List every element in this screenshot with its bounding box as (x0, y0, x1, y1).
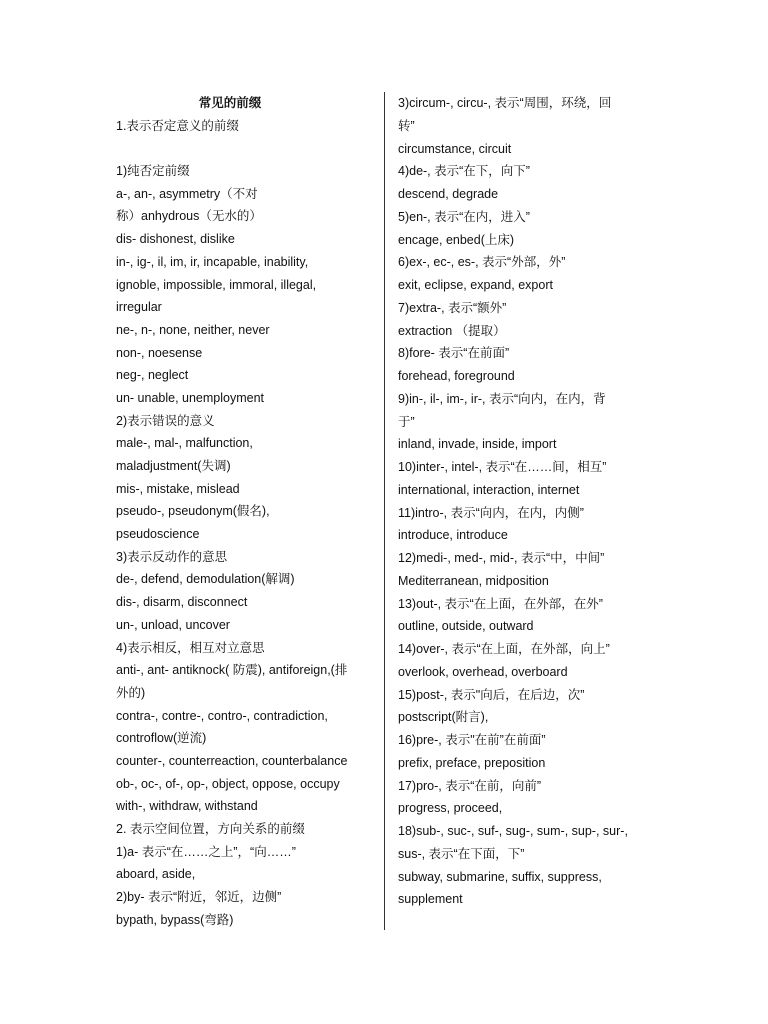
subsection-heading: 18)sub-, suc-, suf-, sug-, sum-, sup-, sur-, (398, 824, 628, 838)
text-line: supplement (398, 892, 463, 907)
blank-line (116, 137, 378, 160)
subsection-heading: 5)en-, 表示“在内，进入” (398, 209, 530, 224)
subsection-heading: 4)表示相反，相互对立意思 (116, 640, 265, 655)
section-heading: 1.表示否定意义的前缀 (116, 118, 239, 133)
subsection-heading: 3)表示反动作的意思 (116, 549, 228, 564)
subsection-heading: 11)intro-, 表示“向内，在内，内侧” (398, 505, 584, 520)
subsection-heading: 7)extra-, 表示“额外” (398, 300, 507, 315)
subsection-heading: 10)inter-, intel-, 表示“在……间，相互” (398, 460, 607, 474)
subsection-heading: 12)medi-, med-, mid-, 表示“中，中间” (398, 551, 605, 565)
subsection-heading: 8)fore- 表示“在前面” (398, 346, 510, 361)
text-line: encage, enbed(上床) (398, 232, 515, 247)
subsection-heading: 3)circum-, circu-, 表示“周围，环绕，回 (398, 96, 612, 110)
subsection-heading: 2)by- 表示“附近，邻近，边侧” (116, 890, 282, 905)
text-line: prefix, preface, preposition (398, 755, 546, 770)
text-line: un- unable, unemployment (116, 390, 265, 405)
text-line: subway, submarine, suffix, suppress, (398, 869, 602, 884)
text-line: overlook, overhead, overboard (398, 664, 568, 679)
text-line: bypath, bypass(弯路) (116, 912, 234, 927)
text-line: un-, unload, uncover (116, 617, 230, 632)
subsection-heading: 6)ex-, ec-, es-, 表示“外部，外” (398, 255, 566, 270)
subsection-heading: 4)de-, 表示“在下，向下” (398, 164, 530, 179)
text-line: with-, withdraw, withstand (116, 799, 258, 814)
subsection-heading: 9)in-, il-, im-, ir-, 表示“向内，在内，背 (398, 391, 606, 406)
text-line: forehead, foreground (398, 369, 515, 383)
text-line: progress, proceed, (398, 801, 503, 816)
text-line: postscript(附言), (398, 710, 489, 725)
text-line: ob-, oc-, of-, op-, object, oppose, occupy (116, 776, 340, 791)
text-line: maladjustment(失调) (116, 459, 231, 473)
text-line: circumstance, circuit (398, 141, 512, 156)
section-heading: 2. 表示空间位置，方向关系的前缀 (116, 822, 305, 836)
text-line: introduce, introduce (398, 528, 508, 543)
text-line: ignoble, impossible, immoral, illegal, (116, 277, 317, 292)
text-line: ne-, n-, none, neither, never (116, 322, 270, 337)
text-line: controflow(逆流) (116, 731, 207, 746)
text-line: inland, invade, inside, import (398, 437, 557, 452)
subsection-heading: 2)表示错误的意义 (116, 413, 215, 428)
text-line: extraction （提取） (398, 323, 506, 338)
subsection-heading: 15)post-, 表示"向后，在后边，次” (398, 687, 585, 702)
text-line: counter-, counterreaction, counterbalance (116, 753, 348, 768)
text-line: mis-, mistake, mislead (116, 481, 240, 496)
text-line: a-, an-, asymmetry（不对 (116, 186, 258, 201)
text-line: 外的) (116, 685, 146, 700)
subsection-heading: 1)纯否定前缀 (116, 164, 190, 179)
subsection-heading: 14)over-, 表示“在上面，在外部，向上” (398, 642, 610, 656)
text-line: aboard, aside, (116, 867, 196, 882)
text-line: 称）anhydrous（无水的） (116, 209, 262, 224)
text-line: 转” (398, 118, 415, 133)
text-line: dis-, disarm, disconnect (116, 595, 248, 610)
subsection-heading: 13)out-, 表示“在上面，在外部，在外” (398, 596, 603, 611)
text-line: dis- dishonest, dislike (116, 232, 235, 247)
text-line: international, interaction, internet (398, 482, 580, 497)
text-line: descend, degrade (398, 187, 499, 201)
text-line: male-, mal-, malfunction, (116, 436, 253, 451)
left-column (116, 92, 378, 931)
subsection-heading: 1)a- 表示“在……之上”，“向……” (116, 844, 296, 859)
text-line: irregular (116, 300, 162, 315)
text-line: exit, eclipse, expand, export (398, 278, 553, 292)
text-line: sus-, 表示“在下面，下” (398, 846, 525, 861)
text-line: neg-, neglect (116, 368, 189, 383)
text-line: 于” (398, 414, 415, 429)
subsection-heading: 17)pro-, 表示“在前，向前” (398, 778, 542, 793)
text-line: pseudo-, pseudonym(假名), (116, 504, 270, 519)
text-line: anti-, ant- antiknock( 防震), antiforeign,(排 (116, 663, 348, 678)
subsection-heading: 16)pre-, 表示"在前”在前面” (398, 733, 546, 747)
text-line: pseudoscience (116, 527, 200, 542)
text-line: outline, outside, outward (398, 619, 534, 634)
column-divider (384, 92, 385, 930)
document-title: 常见的前缀 (198, 96, 262, 110)
text-line: Mediterranean, midposition (398, 573, 549, 588)
text-line: contra-, contre-, contro-, contradiction, (116, 708, 328, 723)
text-line: non-, noesense (116, 345, 203, 360)
text-line: de-, defend, demodulation(解调) (116, 572, 295, 587)
right-column (398, 92, 660, 911)
text-line: in-, ig-, il, im, ir, incapable, inability, (116, 254, 309, 269)
